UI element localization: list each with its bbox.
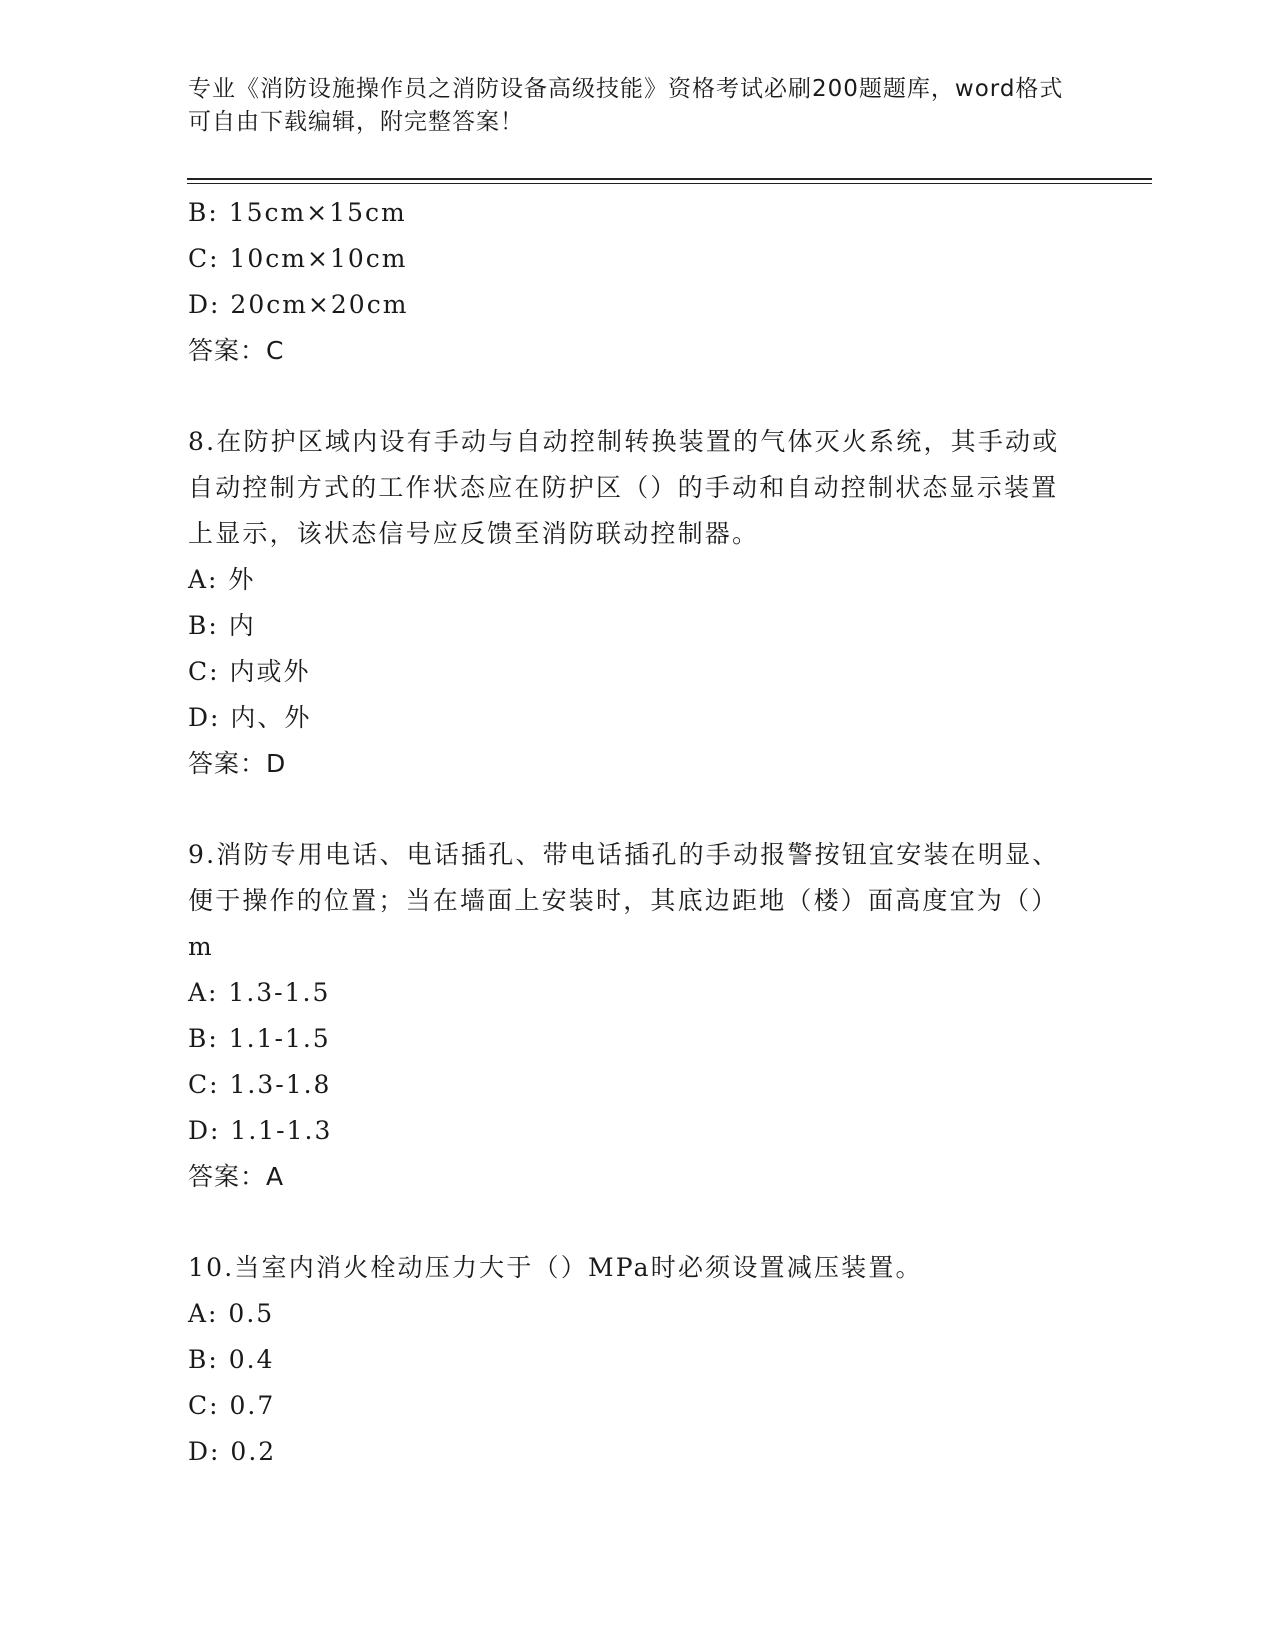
question-10-block [188,1245,1068,1475]
option-d: D: 20cm×20cm [188,290,409,319]
option-d: D: 内、外 [188,703,312,732]
spacer [188,374,1068,419]
option-c: C: 10cm×10cm [188,244,408,273]
option-a: A: 1.3-1.5 [188,978,331,1007]
document-header: 专业《消防设施操作员之消防设备高级技能》资格考试必刷200题题库，word格式可自由下载编辑，附完整答案！ [188,76,1064,135]
answer-line: 答案：D [188,749,287,778]
option-b: B: 15cm×15cm [188,198,407,227]
option-c: C: 内或外 [188,657,311,686]
header-rule-thin [187,183,1152,184]
answer-line: 答案：C [188,336,285,365]
option-c: C: 1.3-1.8 [188,1070,332,1099]
option-d: D: 0.2 [188,1437,277,1466]
question-list [188,190,1068,1475]
option-b: B: 0.4 [188,1345,275,1374]
option-b: B: 内 [188,611,256,640]
option-d: D: 1.1-1.3 [188,1116,333,1145]
spacer [188,787,1068,832]
question-9-block [188,832,1068,1200]
header-rule-thick [187,178,1152,180]
option-a: A: 0.5 [188,1299,275,1328]
question-stem: 8.在防护区域内设有手动与自动控制转换装置的气体灭火系统，其手动或自动控制方式的工作状态应在防护区（）的手动和自动控制状态显示装置上显示，该状态信号应反馈至消防联动控制器。 [188,427,1060,548]
question-stem: 9.消防专用电话、电话插孔、带电话插孔的手动报警按钮宜安装在明显、便于操作的位置；当在墙面上安装时，其底边距地（楼）面高度宜为（）m [188,840,1060,961]
option-b: B: 1.1-1.5 [188,1024,331,1053]
question-8-block [188,419,1068,787]
answer-line: 答案：A [188,1162,285,1191]
option-c: C: 0.7 [188,1391,276,1420]
question-stem: 10.当室内消火栓动压力大于（）MPa时必须设置减压装置。 [188,1253,923,1282]
previous-question-block [188,190,1068,374]
option-a: A: 外 [188,565,256,594]
spacer [188,1200,1068,1245]
